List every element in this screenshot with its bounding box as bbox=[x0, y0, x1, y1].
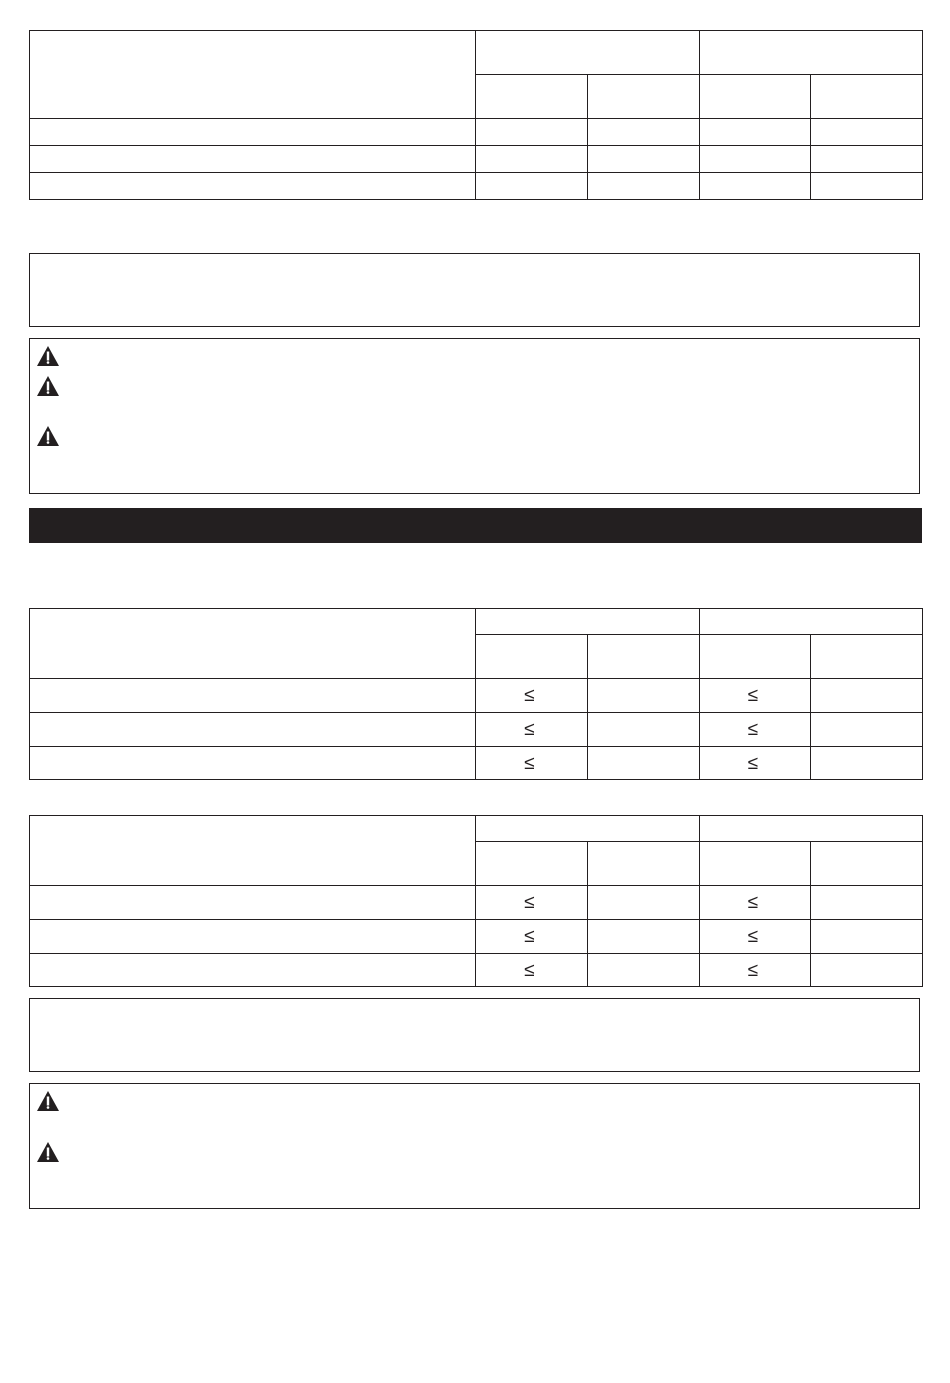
section-banner bbox=[29, 508, 922, 543]
less-equal-sign: ≤ bbox=[747, 685, 759, 706]
vibration-subheader bbox=[476, 635, 588, 679]
less-equal-sign: ≤ bbox=[747, 719, 759, 740]
table-row bbox=[30, 173, 923, 200]
noise-header-group-a bbox=[476, 31, 700, 75]
less-equal-sign: ≤ bbox=[524, 719, 535, 740]
vibration-subheader bbox=[811, 635, 923, 679]
warning-box bbox=[29, 1083, 920, 1209]
noise-header-group-b bbox=[700, 31, 923, 75]
vibration-header-label bbox=[30, 609, 476, 679]
noise-subheader bbox=[811, 75, 923, 119]
vibration-subheader bbox=[588, 842, 700, 886]
warning-triangle-icon bbox=[36, 1141, 60, 1163]
vibration-subheader bbox=[700, 635, 811, 679]
table-row bbox=[30, 954, 923, 987]
vibration-subheader bbox=[588, 635, 700, 679]
less-equal-sign: ≤ bbox=[747, 892, 759, 913]
table-row bbox=[30, 886, 923, 920]
table-row bbox=[30, 146, 923, 173]
warning-triangle-icon bbox=[36, 1090, 60, 1112]
less-equal-sign: ≤ bbox=[747, 959, 759, 981]
vibration-subheader bbox=[476, 842, 588, 886]
less-equal-sign: ≤ bbox=[747, 752, 759, 774]
note-box bbox=[29, 253, 920, 327]
noise-table bbox=[29, 30, 923, 200]
noise-subheader bbox=[700, 75, 811, 119]
warning-triangle-icon bbox=[36, 375, 60, 397]
vibration-header-group-b bbox=[700, 816, 923, 842]
vibration-header-group-b bbox=[700, 609, 923, 635]
table-row bbox=[30, 119, 923, 146]
vibration-header-group-a bbox=[476, 816, 700, 842]
less-equal-sign: ≤ bbox=[524, 926, 535, 947]
vibration-header-label bbox=[30, 816, 476, 886]
less-equal-sign: ≤ bbox=[524, 752, 535, 774]
vibration-table bbox=[29, 815, 923, 987]
table-row bbox=[30, 679, 923, 713]
less-equal-sign: ≤ bbox=[524, 685, 535, 706]
noise-subheader bbox=[476, 75, 588, 119]
note-box bbox=[29, 998, 920, 1072]
noise-subheader bbox=[588, 75, 700, 119]
less-equal-sign: ≤ bbox=[524, 892, 535, 913]
warning-triangle-icon bbox=[36, 425, 60, 447]
noise-header-label bbox=[30, 31, 476, 119]
table-row bbox=[30, 747, 923, 780]
table-row bbox=[30, 713, 923, 747]
vibration-table bbox=[29, 608, 923, 780]
vibration-header-group-a bbox=[476, 609, 700, 635]
warning-box bbox=[29, 338, 920, 494]
less-equal-sign: ≤ bbox=[524, 959, 535, 981]
vibration-subheader bbox=[700, 842, 811, 886]
vibration-subheader bbox=[811, 842, 923, 886]
less-equal-sign: ≤ bbox=[747, 926, 759, 947]
table-row bbox=[30, 920, 923, 954]
warning-triangle-icon bbox=[36, 345, 60, 367]
